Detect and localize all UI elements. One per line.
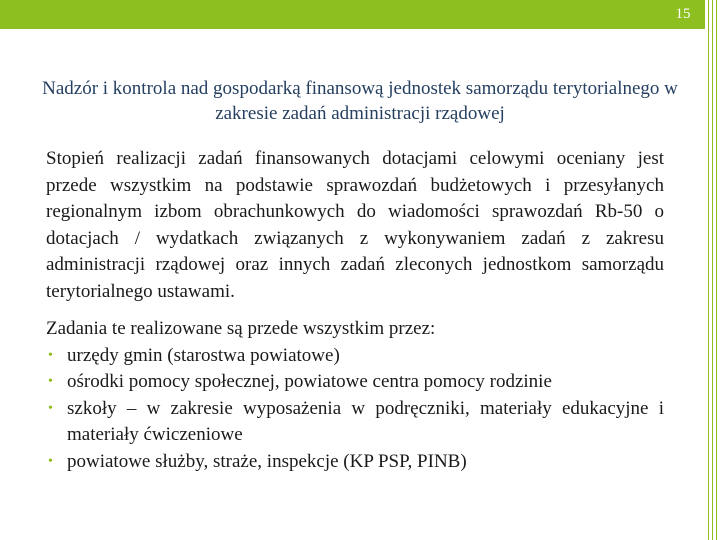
rail-line: [708, 0, 709, 540]
bullet-icon: •: [48, 347, 53, 363]
page-number: 15: [675, 6, 691, 22]
list-item-text: szkoły – w zakresie wyposażenia w podręczniki, materiały edukacyjne i materiały ćwiczeniowe: [67, 397, 664, 445]
rail-line: [716, 0, 717, 540]
slide-title: Nadzór i kontrola nad gospodarką finansową jednostek samorządu terytorialnego w zakresie zadań administracji rządowej: [42, 78, 678, 124]
bullet-icon: •: [48, 374, 53, 389]
bullet-icon: •: [48, 400, 53, 416]
bullet-list: [46, 343, 664, 476]
list-item: [46, 343, 664, 370]
list-item: [46, 449, 664, 476]
list-item-text: ośrodki pomocy społecznej, powiatowe centra pomocy rodzinie: [67, 371, 552, 392]
list-item: [46, 369, 664, 396]
tasks-intro: Zadania te realizowane są przede wszystkim przez:: [46, 318, 436, 339]
header-bar: [0, 0, 705, 29]
body-paragraph: Stopień realizacji zadań finansowanych dotacjami celowymi oceniany jest przede wszystkim na podstawie sprawozdań budżetowych i przesyłanych regionalnym izbom obrachunkowych do wiadomości sprawozdań Rb-50 o dotacjach / wydatkach związanych z wykonywaniem zadań z zakresu administracji rządowej oraz innych zadań zleconych jednostkom samorządu terytorialnego ustawami.: [46, 148, 664, 302]
list-item-text: urzędy gmin (starostwa powiatowe): [67, 344, 340, 366]
tasks-section: [46, 316, 664, 475]
rail-line: [712, 0, 713, 540]
list-item-text: powiatowe służby, straże, inspekcje (KP PSP, PINB): [67, 450, 467, 472]
list-item: [46, 396, 664, 449]
bullet-icon: •: [48, 453, 53, 469]
